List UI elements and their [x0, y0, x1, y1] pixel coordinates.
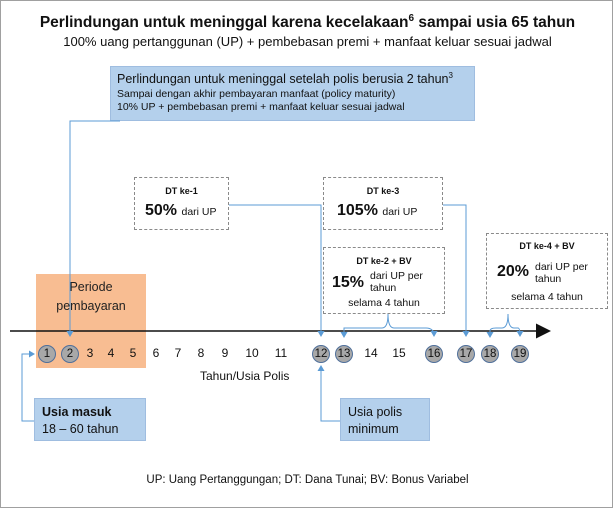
- connector-dt3-to-17: [443, 205, 466, 336]
- dt4-detail1: dari UP per: [535, 261, 588, 273]
- min-policy-age-box: [340, 398, 430, 441]
- timeline-tick-16: 16: [425, 345, 443, 363]
- timeline-tick-12: 12: [312, 345, 330, 363]
- diagram-title: Perlindungan untuk meninggal karena kecelakaan$^6$ sampai usia 65 tahun: [39, 13, 576, 32]
- payment-period-line1: Periode: [69, 280, 113, 294]
- entry-age-label: Usia masuk: [42, 405, 112, 419]
- dt1-header: DT ke-1: [165, 186, 198, 196]
- dt4-detail2: tahun: [535, 273, 562, 285]
- connector-dt2-brace: [344, 314, 434, 336]
- timeline-tick-2: 2: [61, 345, 79, 363]
- dt3-percent: 105%: [337, 202, 378, 219]
- connector-dt1-to-12: [228, 205, 321, 336]
- axis-label: Tahun/Usia Polis: [200, 369, 290, 383]
- connector-minage-to-12: [321, 366, 340, 421]
- timeline-tick-11: 11: [274, 346, 288, 360]
- entry-age-value: 18 – 60 tahun: [42, 422, 119, 436]
- death-protection-heading: Perlindungan untuk meninggal setelah polis berusia 2 tahun$^3$: [117, 71, 453, 87]
- dt2-detail1: dari UP per: [370, 270, 423, 282]
- timeline-tick-4: 4: [107, 346, 115, 360]
- dt2-note: selama 4 tahun: [348, 297, 420, 309]
- timeline-tick-19: 19: [511, 345, 529, 363]
- payment-period-line2: pembayaran: [56, 299, 126, 313]
- legend-footer: UP: Uang Pertanggungan; DT: Dana Tunai; BV: Bonus Variabel: [146, 474, 469, 486]
- min-policy-age-line1: Usia polis: [348, 405, 403, 419]
- dt2-header: DT ke-2 + BV: [356, 256, 412, 266]
- death-protection-line2: 10% UP + pembebasan premi + manfaat keluar sesuai jadwal: [117, 101, 405, 114]
- timeline-tick-18: 18: [481, 345, 499, 363]
- entry-age-box: [34, 398, 146, 441]
- dt1-percent: 50%: [145, 202, 178, 219]
- dt3-box: [323, 177, 443, 230]
- timeline-tick-7: 7: [174, 346, 182, 360]
- dt3-header: DT ke-3: [366, 186, 400, 196]
- timeline-tick-9: 9: [221, 346, 229, 360]
- dt4-box: [486, 233, 608, 309]
- dt2-detail2: tahun: [370, 282, 397, 294]
- dt2-percent: 15%: [332, 274, 365, 291]
- diagram-subtitle: 100% uang pertanggunan (UP) + pembebasan premi + manfaat keluar sesuai jadwal: [63, 34, 552, 49]
- dt4-note: selama 4 tahun: [511, 291, 583, 303]
- min-policy-age-line2: minimum: [348, 422, 399, 436]
- timeline-tick-13: 13: [335, 345, 353, 363]
- timeline-tick-10: 10: [245, 346, 259, 360]
- timeline-tick-17: 17: [457, 345, 475, 363]
- timeline-tick-3: 3: [86, 346, 94, 360]
- connector-entry-to-1: [22, 354, 34, 421]
- dt1-detail: dari UP: [181, 206, 217, 218]
- dt3-detail: dari UP: [382, 206, 418, 218]
- death-protection-line1: Sampai dengan akhir pembayaran manfaat (policy maturity): [117, 88, 396, 101]
- timeline-tick-15: 15: [392, 346, 406, 360]
- timeline-tick-6: 6: [152, 346, 160, 360]
- dt4-header: DT ke-4 + BV: [519, 241, 575, 251]
- timeline-tick-8: 8: [197, 346, 205, 360]
- timeline-tick-1: 1: [38, 345, 56, 363]
- dt2-box: [323, 247, 445, 314]
- dt4-percent: 20%: [497, 263, 530, 280]
- dt1-box: [134, 177, 229, 230]
- connector-top-to-2: [70, 121, 120, 336]
- connector-dt4-brace: [490, 314, 520, 336]
- timeline-tick-14: 14: [364, 346, 378, 360]
- timeline-tick-5: 5: [129, 346, 137, 360]
